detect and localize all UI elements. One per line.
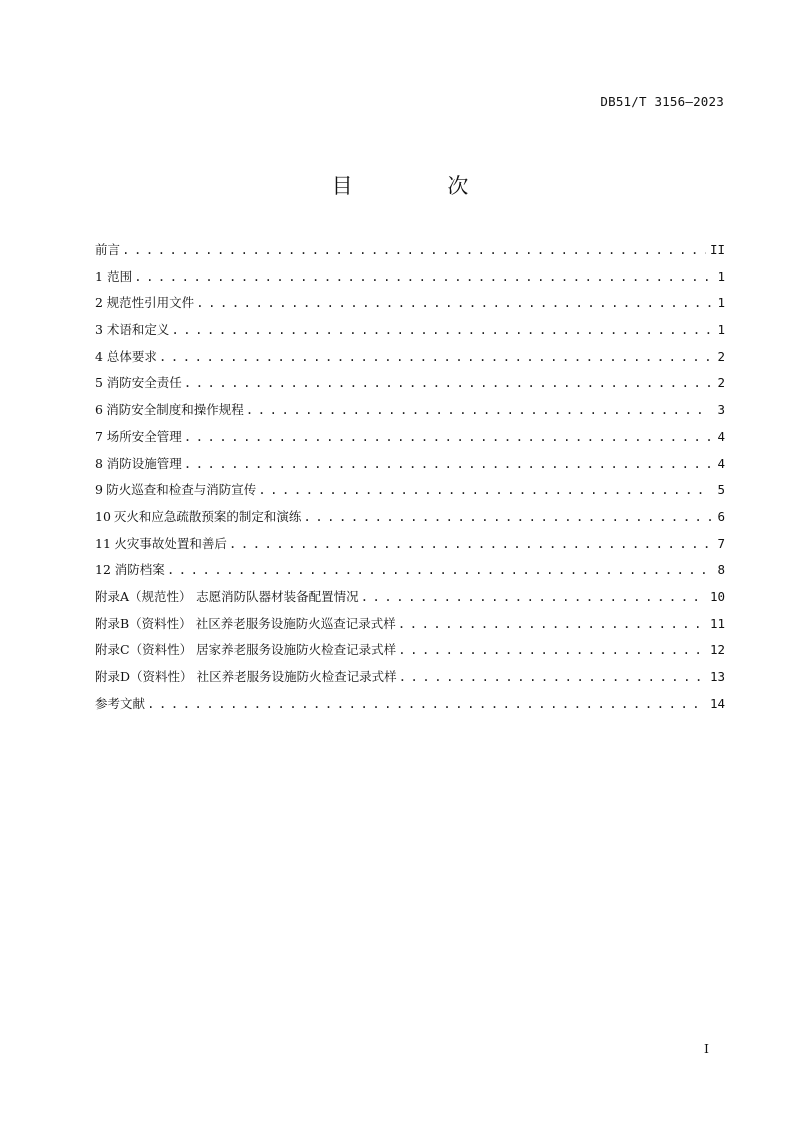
toc-entry-number: 10 (95, 508, 111, 524)
table-of-contents (95, 240, 725, 720)
toc-entry-6[interactable] (95, 400, 725, 427)
toc-entry-number: 9 (95, 482, 103, 498)
toc-entry-page: 4 (717, 455, 725, 471)
toc-entry-8[interactable] (95, 454, 725, 481)
toc-entry-page: 6 (717, 508, 725, 524)
toc-entry-page: 13 (709, 669, 725, 684)
dot-leader (159, 349, 711, 364)
toc-entry-10[interactable] (95, 507, 725, 534)
toc-entry-11[interactable] (95, 534, 725, 561)
toc-entry-number: 3 (95, 322, 103, 338)
toc-entry-number: 附录C（资料性） (95, 642, 193, 658)
toc-entry-3[interactable] (95, 320, 725, 347)
dot-leader (171, 322, 711, 337)
toc-entry-page: 2 (717, 375, 725, 391)
toc-entry-1[interactable] (95, 267, 725, 294)
toc-entry-number: 附录D（资料性） (95, 669, 193, 684)
dot-leader (361, 589, 706, 604)
toc-entry-label: 总体要求 (106, 348, 157, 364)
toc-entry-appendix-a[interactable] (95, 587, 725, 614)
dot-leader (258, 482, 711, 497)
toc-entry-appendix-b[interactable] (95, 614, 725, 641)
toc-entry-page: 1 (717, 322, 725, 338)
toc-entry-label: 火灾事故处置和善后 (114, 535, 227, 551)
toc-entry-page: 3 (717, 402, 725, 418)
toc-entry-4[interactable] (95, 347, 725, 374)
toc-entry-label: 社区养老服务设施防火巡查记录式样 (195, 615, 396, 631)
dot-leader (398, 642, 706, 657)
dot-leader (246, 402, 711, 417)
dot-leader (196, 295, 711, 310)
toc-entry-page: 14 (709, 695, 725, 711)
dot-leader (229, 536, 711, 551)
toc-entry-label: 灭火和应急疏散预案的制定和演练 (113, 508, 302, 524)
document-code: DB51/T 3156—2023 (600, 94, 724, 109)
page-number: I (704, 1041, 709, 1056)
toc-entry-page: 1 (717, 268, 725, 284)
toc-entry-foreword[interactable] (95, 240, 725, 267)
toc-entry-label: 消防设施管理 (106, 455, 182, 471)
toc-entry-5[interactable] (95, 373, 725, 400)
dot-leader (184, 456, 711, 471)
dot-leader (398, 616, 706, 631)
toc-entry-label: 前言 (95, 242, 121, 257)
dot-leader (147, 696, 706, 711)
toc-entry-number: 7 (95, 428, 103, 444)
toc-entry-page: II (709, 242, 725, 257)
toc-entry-label: 参考文献 (95, 695, 146, 711)
toc-entry-page: 12 (709, 642, 725, 658)
toc-entry-number: 2 (95, 295, 103, 311)
toc-entry-number: 6 (95, 402, 103, 418)
toc-entry-number: 1 (95, 268, 103, 284)
toc-entry-label: 防火巡查和检查与消防宣传 (106, 482, 257, 498)
toc-entry-number: 8 (95, 455, 103, 471)
toc-entry-page: 5 (717, 482, 725, 498)
toc-entry-2[interactable] (95, 293, 725, 320)
dot-leader (399, 669, 706, 684)
toc-entry-label: 术语和定义 (106, 322, 170, 338)
toc-entry-label: 志愿消防队器材装备配置情况 (196, 588, 359, 604)
toc-entry-label: 规范性引用文件 (106, 295, 195, 311)
toc-entry-page: 11 (709, 615, 725, 631)
toc-entry-page: 10 (709, 588, 725, 604)
toc-entry-label: 范围 (107, 268, 133, 284)
toc-entry-number: 11 (95, 535, 111, 551)
toc-entry-page: 2 (717, 348, 725, 364)
toc-entry-page: 8 (717, 562, 725, 578)
toc-entry-label: 社区养老服务设施防火检查记录式样 (196, 669, 397, 684)
toc-entry-label: 消防安全责任 (106, 375, 182, 391)
toc-entry-label: 消防档案 (114, 562, 165, 578)
toc-entry-number: 附录B（资料性） (95, 615, 192, 631)
toc-entry-appendix-c[interactable] (95, 640, 725, 667)
toc-entry-number: 附录A（规范性） (95, 588, 192, 604)
toc-entry-12[interactable] (95, 560, 725, 587)
toc-entry-label: 场所安全管理 (106, 428, 182, 444)
toc-entry-number: 12 (95, 562, 111, 578)
toc-entry-page: 1 (717, 295, 725, 311)
toc-entry-number: 5 (95, 375, 103, 391)
toc-title: 目 次 (331, 174, 513, 198)
toc-entry-label: 消防安全制度和操作规程 (106, 402, 244, 418)
toc-entry-page: 4 (717, 428, 725, 444)
toc-entry-7[interactable] (95, 427, 725, 454)
toc-entry-references[interactable] (95, 694, 725, 721)
toc-entry-appendix-d[interactable] (95, 667, 725, 694)
dot-leader (122, 242, 706, 257)
dot-leader (184, 429, 711, 444)
dot-leader (303, 509, 711, 524)
toc-entry-9[interactable] (95, 480, 725, 507)
toc-entry-number: 4 (95, 348, 103, 364)
toc-entry-page: 7 (717, 535, 725, 551)
dot-leader (167, 562, 711, 577)
dot-leader (184, 375, 711, 390)
dot-leader (134, 269, 711, 284)
toc-entry-label: 居家养老服务设施防火检查记录式样 (196, 642, 397, 658)
